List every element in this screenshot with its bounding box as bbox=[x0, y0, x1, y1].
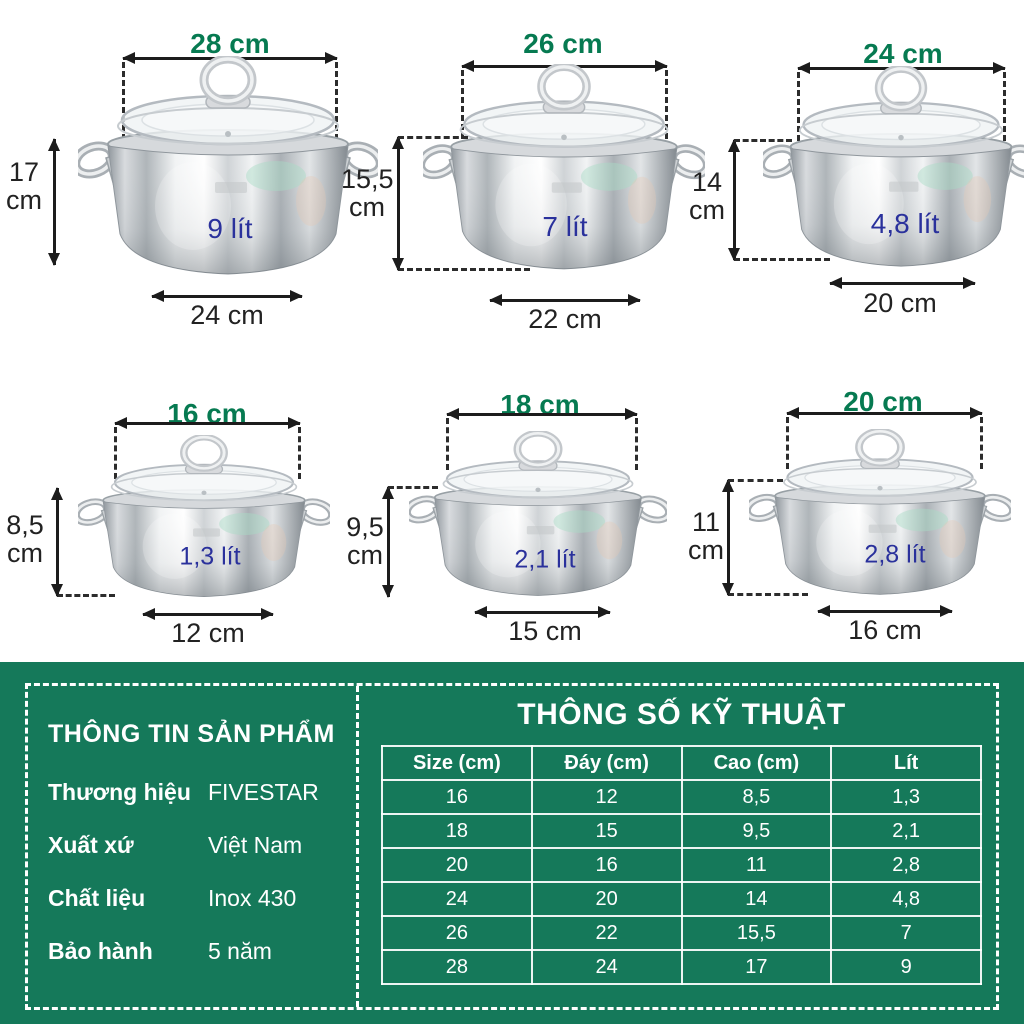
specs-row bbox=[382, 814, 981, 848]
capacity-label: 9 lít bbox=[207, 213, 253, 244]
info-value: FIVESTAR bbox=[208, 779, 319, 805]
pot-diagram-24cm bbox=[683, 0, 1024, 360]
cell: 7 bbox=[831, 916, 981, 950]
base-diameter-label: 15 cm bbox=[508, 616, 582, 646]
info-row-warranty bbox=[48, 938, 346, 965]
base-diameter-label: 20 cm bbox=[863, 288, 937, 318]
height-unit: cm bbox=[6, 185, 42, 215]
height-arrow bbox=[387, 487, 390, 597]
capacity-label: 7 lít bbox=[542, 211, 588, 242]
height-arrow bbox=[397, 137, 400, 270]
info-footer bbox=[0, 662, 1024, 1024]
cell: 16 bbox=[532, 848, 682, 882]
col-height: Cao (cm) bbox=[682, 746, 832, 780]
cell: 4,8 bbox=[831, 882, 981, 916]
extension-line bbox=[398, 268, 530, 271]
lid-diameter-label: 18 cm bbox=[500, 389, 580, 420]
col-size: Size (cm) bbox=[382, 746, 532, 780]
pot-diagram-26cm bbox=[341, 0, 683, 360]
specs-title: THÔNG SỐ KỸ THUẬT bbox=[517, 698, 846, 731]
pot-photo bbox=[423, 64, 705, 282]
cell: 16 bbox=[382, 780, 532, 814]
base-diameter-arrow bbox=[475, 611, 610, 614]
height-unit: cm bbox=[347, 540, 383, 570]
height-arrow bbox=[727, 480, 730, 595]
info-value: Việt Nam bbox=[208, 832, 303, 858]
cell: 18 bbox=[382, 814, 532, 848]
cell: 24 bbox=[382, 882, 532, 916]
extension-line bbox=[388, 486, 438, 489]
specs-row bbox=[382, 780, 981, 814]
height-label bbox=[341, 165, 393, 221]
info-value: Inox 430 bbox=[208, 885, 297, 911]
height-unit: cm bbox=[7, 538, 43, 568]
pot-diagram-18cm bbox=[341, 385, 683, 655]
height-value: 17 bbox=[8, 157, 40, 187]
cell: 14 bbox=[682, 882, 832, 916]
cell: 15,5 bbox=[682, 916, 832, 950]
pot-photo bbox=[763, 66, 1024, 279]
specs-header-row bbox=[382, 746, 981, 780]
col-liters: Lít bbox=[831, 746, 981, 780]
height-label bbox=[0, 158, 48, 214]
cell: 9,5 bbox=[682, 814, 832, 848]
height-label bbox=[0, 511, 50, 567]
lid-diameter-label: 26 cm bbox=[523, 28, 603, 59]
lid-diameter-label: 28 cm bbox=[190, 28, 270, 59]
cell: 11 bbox=[682, 848, 832, 882]
specs-row bbox=[382, 882, 981, 916]
cell: 24 bbox=[532, 950, 682, 984]
specs-table bbox=[381, 745, 982, 985]
cell: 22 bbox=[532, 916, 682, 950]
height-arrow bbox=[56, 488, 59, 596]
pot-photo bbox=[749, 429, 1011, 605]
cell: 1,3 bbox=[831, 780, 981, 814]
info-label: Xuất xứ bbox=[48, 832, 134, 858]
info-label: Bảo hành bbox=[48, 938, 153, 964]
capacity-label: 2,8 lít bbox=[864, 540, 926, 569]
extension-line bbox=[728, 479, 783, 482]
height-value: 11 bbox=[691, 507, 721, 537]
cell: 2,1 bbox=[831, 814, 981, 848]
lid-diameter-arrow bbox=[447, 413, 637, 416]
info-row-origin bbox=[48, 832, 346, 859]
info-row-brand bbox=[48, 779, 346, 806]
col-base: Đáy (cm) bbox=[532, 746, 682, 780]
base-diameter-arrow bbox=[143, 613, 273, 616]
specs-row bbox=[382, 950, 981, 984]
cell: 17 bbox=[682, 950, 832, 984]
cell: 12 bbox=[532, 780, 682, 814]
extension-line bbox=[728, 593, 808, 596]
cell: 20 bbox=[382, 848, 532, 882]
height-label bbox=[683, 508, 729, 564]
product-info-panel bbox=[28, 686, 356, 1007]
height-unit: cm bbox=[349, 192, 385, 222]
height-unit: cm bbox=[688, 535, 724, 565]
lid-diameter-arrow bbox=[115, 422, 300, 425]
extension-line bbox=[57, 594, 115, 597]
info-value: 5 năm bbox=[208, 938, 272, 964]
dashed-border-box bbox=[25, 683, 999, 1010]
base-diameter-label: 22 cm bbox=[528, 304, 602, 334]
cell: 28 bbox=[382, 950, 532, 984]
capacity-label: 1,3 lít bbox=[179, 542, 241, 571]
info-label: Thương hiệu bbox=[48, 779, 191, 805]
extension-line bbox=[734, 258, 830, 261]
height-value: 15,5 bbox=[341, 164, 394, 194]
height-label bbox=[341, 513, 389, 569]
cell: 8,5 bbox=[682, 780, 832, 814]
pot-diagram-20cm bbox=[683, 385, 1024, 655]
height-label bbox=[683, 168, 731, 224]
extension-line bbox=[398, 136, 468, 139]
base-diameter-arrow bbox=[490, 299, 640, 302]
specs-row bbox=[382, 848, 981, 882]
base-diameter-label: 24 cm bbox=[190, 300, 264, 330]
capacity-label: 2,1 lít bbox=[514, 545, 576, 574]
base-diameter-label: 12 cm bbox=[171, 618, 245, 648]
lid-diameter-label: 20 cm bbox=[843, 386, 923, 417]
pot-diagram-28cm bbox=[0, 0, 341, 360]
lid-diameter-label: 24 cm bbox=[863, 38, 943, 69]
cell: 9 bbox=[831, 950, 981, 984]
height-value: 8,5 bbox=[6, 510, 44, 540]
product-info-title: THÔNG TIN SẢN PHẨM bbox=[48, 720, 335, 748]
extension-line bbox=[734, 139, 792, 142]
info-label: Chất liệu bbox=[48, 885, 146, 911]
height-value: 9,5 bbox=[346, 512, 384, 542]
base-diameter-label: 16 cm bbox=[848, 615, 922, 645]
specs-row bbox=[382, 916, 981, 950]
cell: 15 bbox=[532, 814, 682, 848]
pot-photo bbox=[78, 435, 330, 607]
pot-diagram-16cm bbox=[0, 385, 341, 655]
cell: 20 bbox=[532, 882, 682, 916]
pot-photo bbox=[78, 56, 378, 288]
lid-diameter-arrow bbox=[787, 412, 982, 415]
capacity-label: 4,8 lít bbox=[870, 208, 940, 239]
height-arrow bbox=[733, 140, 736, 260]
cell: 26 bbox=[382, 916, 532, 950]
base-diameter-arrow bbox=[152, 295, 302, 298]
height-value: 14 bbox=[691, 167, 723, 197]
base-diameter-arrow bbox=[830, 282, 975, 285]
height-unit: cm bbox=[689, 195, 725, 225]
lid-diameter-label: 16 cm bbox=[167, 398, 247, 429]
info-row-material bbox=[48, 885, 346, 912]
specs-panel bbox=[359, 686, 996, 1007]
height-arrow bbox=[53, 139, 56, 265]
cell: 2,8 bbox=[831, 848, 981, 882]
base-diameter-arrow bbox=[818, 610, 952, 613]
pot-photo bbox=[409, 431, 667, 606]
